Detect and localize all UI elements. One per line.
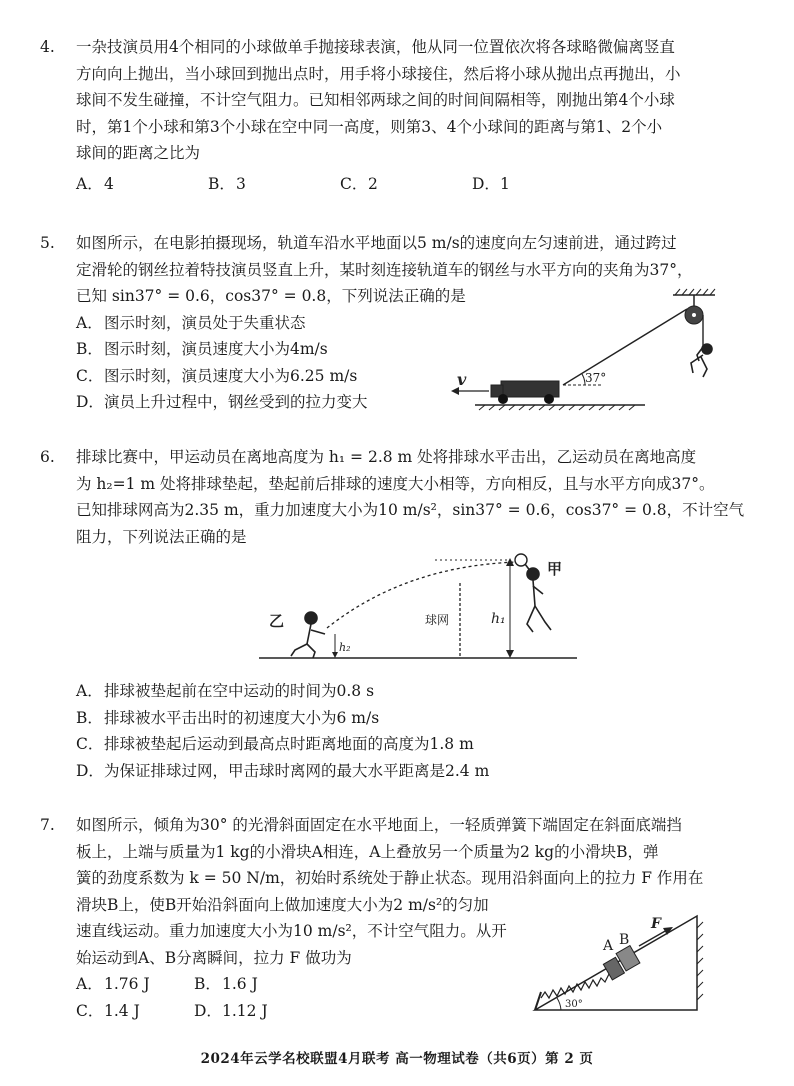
question-4 (40, 34, 770, 197)
stem-line: 一杂技演员用4个相同的小球做单手抛接球表演，他从同一位置依次将各球略微偏离竖直 (76, 38, 675, 56)
option-label: A． (76, 313, 103, 332)
option-text: 演员上升过程中，钢丝受到的拉力变大 (104, 393, 368, 411)
option-label: A． (76, 174, 103, 193)
options (76, 971, 336, 1024)
option-label: D． (76, 393, 104, 411)
stem-line: 如图所示，在电影拍摄现场，轨道车沿水平地面以5 m/s的速度向左匀速前进，通过跨过 (76, 234, 677, 252)
stem-line: 已知 sin37° = 0.6，cos37° = 0.8，下列说法正确的是 (76, 287, 466, 305)
option-text: 图示时刻，演员速度大小为6.25 m/s (104, 366, 358, 385)
yi-label: 乙 (269, 612, 285, 630)
option-label: B． (76, 708, 103, 727)
steel-wire (563, 309, 687, 385)
force-label: F (651, 916, 661, 932)
force-arrow (639, 930, 667, 946)
option-b[interactable] (76, 705, 770, 732)
ceiling-hatch (675, 289, 715, 295)
option-text: 1.76 J (104, 975, 150, 993)
option-text: 3 (236, 174, 246, 193)
option-label: D． (194, 1001, 222, 1020)
arrow-down-icon (332, 652, 338, 658)
option-label: A． (76, 682, 103, 700)
jia-label: 甲 (547, 560, 563, 578)
performer-icon (691, 344, 712, 377)
question-number: 4. (40, 38, 55, 56)
page-footer: 2024年云学名校联盟4月联考 高一物理试卷（共6页）第 2 页 (200, 1051, 594, 1067)
stem-line: 始运动到A、B分离瞬间，拉力 F 做功为 (76, 948, 352, 967)
net-label: 球网 (425, 613, 450, 627)
stem-line: 为 h₂=1 m 处将排球垫起，垫起前后排球的速度大小相等，方向相反，且与水平方向成37°。 (76, 474, 715, 493)
option-label: B． (194, 975, 221, 993)
stem-line: 如图所示，倾角为30° 的光滑斜面固定在水平地面上，一轻质弹簧下端固定在斜面底端挡 (76, 816, 682, 834)
stem-line: 球间的距离之比为 (76, 144, 201, 162)
stem-line: 排球比赛中，甲运动员在离地高度为 h₁ = 2.8 m 处将排球水平击出，乙运动员在离地高度 (76, 448, 697, 466)
options (76, 678, 770, 784)
option-a[interactable] (76, 171, 208, 198)
label-a: A (603, 938, 614, 954)
option-text: 为保证排球过网，甲击球时离网的最大水平距离是2.4 m (104, 761, 490, 780)
incline-hatch (697, 922, 703, 1000)
option-text: 1.6 J (222, 975, 258, 993)
stem-line: 板上，上端与质量为1 kg的小滑块A相连，A上叠放另一个质量为2 kg的小滑块B，弹 (76, 842, 659, 861)
stem-line: 方向向上抛出，当小球回到抛出点时，用手将小球接住，然后将小球从抛出点再抛出，小 (76, 64, 681, 83)
h1-label: h₁ (491, 611, 506, 627)
option-text: 排球被水平击出时的初速度大小为6 m/s (104, 708, 380, 727)
question-6-options (40, 678, 770, 784)
option-c[interactable] (340, 171, 472, 198)
option-d[interactable] (76, 758, 770, 785)
figure-incline-spring (505, 898, 735, 1018)
figure-volleyball (255, 548, 585, 668)
angle-arc (557, 998, 561, 1010)
option-label: D． (472, 174, 500, 193)
option-b[interactable] (208, 171, 340, 198)
stem-line: 滑块B上，使B开始沿斜面向上做加速度大小为2 m/s²的匀加 (76, 895, 489, 914)
angle-label: 37° (585, 371, 607, 385)
arrow-down-icon (506, 650, 514, 658)
option-label: C． (76, 1001, 104, 1020)
option-label: D． (76, 761, 104, 780)
option-a[interactable] (76, 678, 770, 705)
question-number: 5. (40, 234, 55, 252)
stem-line: 已知排球网高为2.35 m，重力加速度大小为10 m/s²，sin37° = 0.6，cos37° = 0.8，不计空气 (76, 501, 745, 519)
pulley-axle (692, 313, 696, 317)
option-c[interactable] (76, 998, 194, 1025)
question-number: 7. (40, 816, 55, 834)
option-text: 1.4 J (104, 1001, 140, 1020)
option-d[interactable] (194, 998, 312, 1025)
option-label: C． (76, 366, 104, 385)
option-text: 图示时刻，演员速度大小为4m/s (104, 340, 328, 358)
option-c[interactable] (76, 731, 770, 758)
velocity-label: v (457, 370, 467, 389)
track-car-icon (491, 381, 559, 404)
options (76, 171, 770, 198)
option-label: C． (76, 735, 104, 753)
stem-line: 簧的劲度系数为 k = 50 N/m，初始时系统处于静止状态。现用沿斜面向上的拉力 F 作用在 (76, 869, 704, 887)
question-6 (40, 444, 770, 550)
option-b[interactable] (194, 971, 312, 998)
player-yi-icon (291, 612, 325, 658)
stem-line: 定滑轮的钢丝拉着特技演员竖直上升，某时刻连接轨道车的钢丝与水平方向的夹角为37°， (76, 260, 693, 279)
label-b: B (619, 932, 630, 948)
option-label: C． (340, 174, 368, 193)
option-text: 4 (104, 174, 114, 193)
option-label: A． (76, 975, 103, 993)
question-stem (76, 34, 770, 167)
h2-label: h₂ (339, 641, 351, 654)
option-text: 1.12 J (222, 1001, 268, 1020)
option-text: 图示时刻，演员处于失重状态 (104, 313, 306, 332)
angle-label: 30° (565, 999, 583, 1010)
stem-line: 球间不发生碰撞，不计空气阻力。已知相邻两球之间的时间间隔相等，刚抛出第4个小球 (76, 91, 675, 109)
option-d[interactable] (472, 171, 604, 198)
stem-line: 时，第1个小球和第3个小球在空中同一高度，则第3、4个小球间的距离与第1、2个小 (76, 117, 663, 136)
figure-track-car-pulley (445, 285, 745, 415)
option-label: B． (208, 174, 235, 193)
option-label: B． (76, 340, 103, 358)
option-text: 排球被垫起前在空中运动的时间为0.8 s (104, 682, 375, 700)
ball-trajectory (327, 562, 517, 628)
question-stem (76, 444, 770, 550)
option-text: 1 (500, 174, 510, 193)
stem-line: 速直线运动。重力加速度大小为10 m/s²，不计空气阻力。从开 (76, 922, 507, 940)
option-a[interactable] (76, 971, 194, 998)
stem-line: 阻力，下列说法正确的是 (76, 527, 247, 546)
option-text: 2 (368, 174, 378, 193)
option-text: 排球被垫起后运动到最高点时距离地面的高度为1.8 m (104, 735, 474, 753)
question-number: 6. (40, 448, 55, 466)
